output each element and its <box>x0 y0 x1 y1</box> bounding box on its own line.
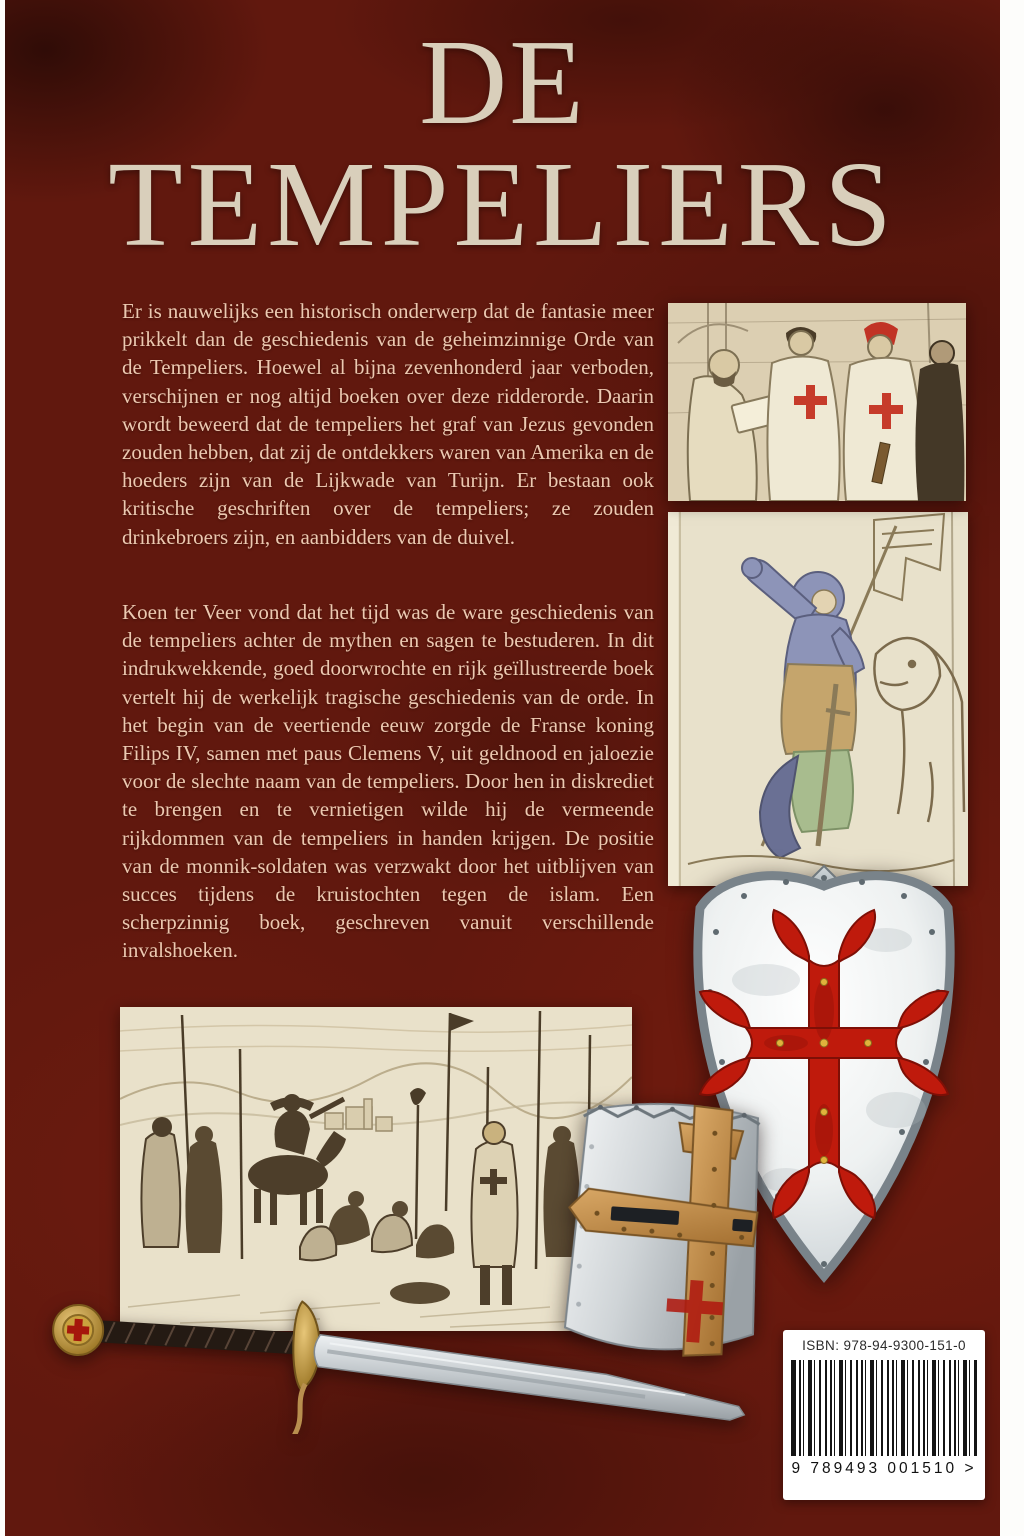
book-title <box>5 15 1000 272</box>
book-title-line1: DE <box>419 15 586 150</box>
isbn-label: ISBN: 978-94-9300-151-0 <box>802 1338 966 1353</box>
medieval-knight-manuscript <box>668 512 968 886</box>
blurb-paragraph-2: Koen ter Veer vond dat het tijd was de ware geschiedenis van de tempeliers achter de mythen en sagen te bestuderen. In dit indrukwekkende, goed doorwrochte en rijk geïllustreerde boek vertelt hij de werkelijk tragische geschiedenis van de orde. In het begin van de veertiende eeuw zorgde de Franse koning Filips IV, samen met paus Clemens V, uit geldnood en jaloezie voor de slechte naam van de tempeliers. Door hen in diskrediet te brengen en te vernietigen wilde hij de vermeende rijkdommen van de tempeliers in handen krijgen. De positie van de monnik-soldaten was verzwakt door het uitblijven van succes tijdens de kruistochten tegen de islam. Een scherpzinnig boek, geschreven vanuit verschillende invalshoeken. <box>122 600 654 963</box>
sword-blade <box>312 1334 748 1420</box>
isbn-barcode <box>783 1330 985 1500</box>
barcode-bars <box>791 1360 977 1456</box>
knight-sword <box>48 1282 752 1434</box>
barcode-digits: 9 789493 001510 > <box>791 1460 977 1477</box>
page-left-margin <box>0 0 5 1536</box>
knight-sword-art <box>48 1282 752 1434</box>
sword-tassel <box>292 1383 305 1434</box>
blurb-paragraph-1: Er is nauwelijks een historisch onderwerp dat de fantasie meer prikkelt dan de geschiedenis van de geheimzinnige Orde van de Tempeliers. Hoewel al bijna zevenhonderd jaar verboden, verschijnen er nog altijd boeken over deze ridderorde. Daarin wordt beweerd dat de tempeliers het graf van Jezus gevonden zouden hebben, dat zij de ontdekkers waren van Amerika en de hoeders zijn van de Lijkwade van Turijn. Er bestaan ook kritische geschriften over de tempeliers; ze zouden drinkebroers zijn, en aanbidders van de duivel. <box>122 299 654 549</box>
templar-knights-engraving <box>668 303 966 501</box>
book-title-line2: TEMPELIERS <box>108 137 897 272</box>
medieval-knight-manuscript-art <box>668 512 968 886</box>
templar-knights-engraving-art <box>668 303 966 501</box>
page-right-margin <box>1000 0 1024 1536</box>
